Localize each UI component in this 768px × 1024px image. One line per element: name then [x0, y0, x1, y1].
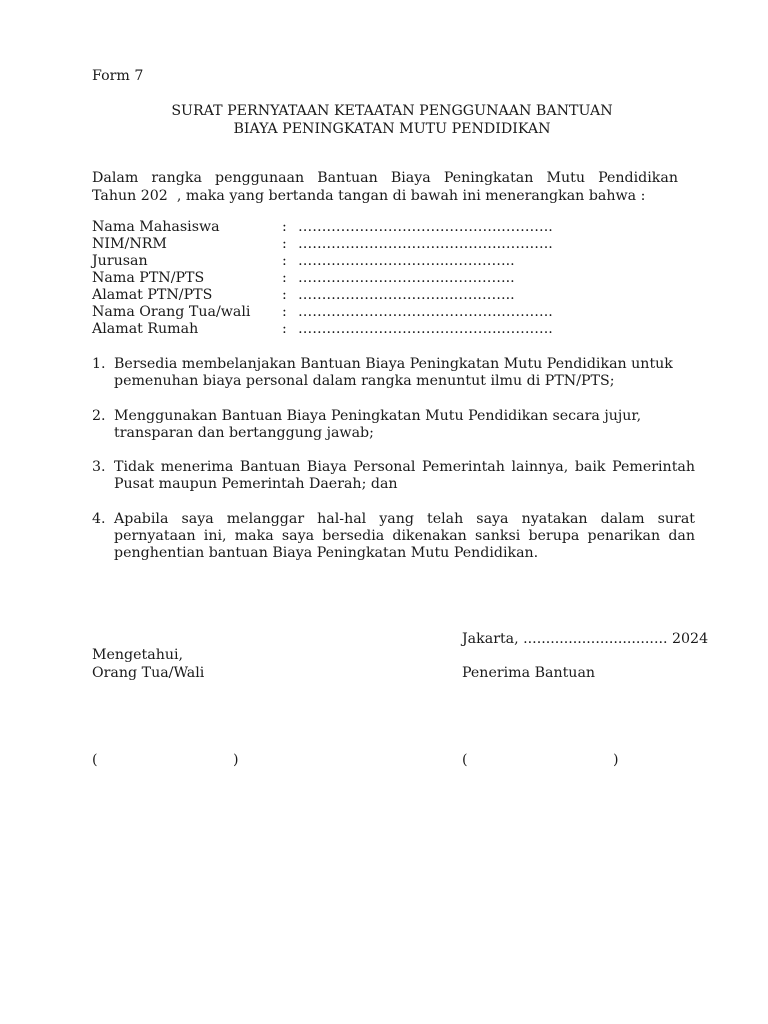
field-label: Alamat Rumah [92, 321, 199, 337]
field-row [92, 253, 553, 270]
statement-item [92, 408, 695, 443]
acknowledged-label: Mengetahui, [92, 647, 184, 663]
title-line-1: SURAT PERNYATAAN KETAATAN PENGGUNAAN BANTUAN [171, 103, 613, 119]
statement-text: Bersedia membelanjakan Bantuan Biaya Peningkatan Mutu Pendidikan untuk pemenuhan biaya personal dalam rangka menuntut ilmu di PTN/PTS; [114, 356, 673, 390]
parent-signature-block [92, 647, 204, 682]
field-label: Nama Orang Tua/wali [92, 304, 251, 320]
field-colon: : [282, 253, 287, 269]
statement-number: 1. [92, 356, 106, 372]
parent-name-open-paren: ( [92, 752, 98, 768]
field-label: Jurusan [92, 253, 148, 269]
field-colon: : [282, 219, 287, 235]
field-value: …………………………..………….. [298, 253, 515, 269]
field-row [92, 236, 553, 253]
intro-line-2: Tahun 202 , maka yang bertanda tangan di bawah ini menerangkan bahwa : [92, 187, 646, 204]
field-row [92, 287, 553, 304]
field-row [92, 304, 553, 321]
field-value: …………………………………….……….. [298, 236, 553, 252]
parent-label: Orang Tua/Wali [92, 664, 205, 681]
field-colon: : [282, 287, 287, 303]
recipient-name-open-paren: ( [462, 752, 468, 768]
statement-list [92, 356, 695, 563]
form-number: Form 7 [92, 68, 144, 84]
field-label: Nama Mahasiswa [92, 219, 220, 235]
field-value: …………………………………….……….. [298, 219, 553, 235]
field-value: …………………………..………….. [298, 287, 515, 303]
place-date: Jakarta, ................................ 2024 [462, 631, 709, 647]
statement-item [92, 459, 695, 494]
statement-item [92, 511, 695, 563]
statement-number: 4. [92, 510, 106, 527]
statement-text: Menggunakan Bantuan Biaya Peningkatan Mutu Pendidikan secara jujur, transparan dan bertanggung jawab; [114, 407, 642, 441]
recipient-name-close-paren: ) [613, 752, 619, 768]
field-row [92, 270, 553, 287]
title-line-2: BIAYA PENINGKATAN MUTU PENDIDIKAN [233, 121, 551, 137]
field-label: Alamat PTN/PTS [92, 287, 213, 303]
field-label: Nama PTN/PTS [92, 270, 205, 286]
field-value: …………………………..………….. [298, 270, 515, 286]
recipient-label: Penerima Bantuan [462, 665, 596, 681]
field-row [92, 219, 553, 236]
field-value: …………………………………….……….. [298, 304, 553, 320]
field-colon: : [282, 236, 287, 252]
intro-paragraph [92, 170, 678, 205]
field-colon: : [282, 304, 287, 320]
field-row [92, 321, 553, 338]
statement-text: Apabila saya melanggar hal-hal yang telah saya nyatakan dalam surat pernyataan ini, maka saya bersedia dikenakan sanksi berupa penarikan dan penghentian bantuan Biaya Peningkatan Mutu Pendidikan. [114, 510, 695, 562]
statement-number: 3. [92, 459, 106, 476]
intro-line-1: Dalam rangka penggunaan Bantuan Biaya Peningkatan Mutu Pendidikan [92, 170, 678, 186]
field-value: …………………………………….……….. [298, 321, 553, 337]
identity-fields [92, 219, 553, 338]
field-label: NIM/NRM [92, 236, 167, 252]
field-colon: : [282, 321, 287, 337]
statement-item [92, 356, 695, 391]
statement-text: Tidak menerima Bantuan Biaya Personal Pemerintah lainnya, baik Pemerintah Pusat maupun Pemerintah Daerah; dan [114, 459, 695, 493]
field-colon: : [282, 270, 287, 286]
parent-name-close-paren: ) [233, 752, 239, 768]
statement-number: 2. [92, 407, 106, 424]
document-title [0, 102, 768, 138]
